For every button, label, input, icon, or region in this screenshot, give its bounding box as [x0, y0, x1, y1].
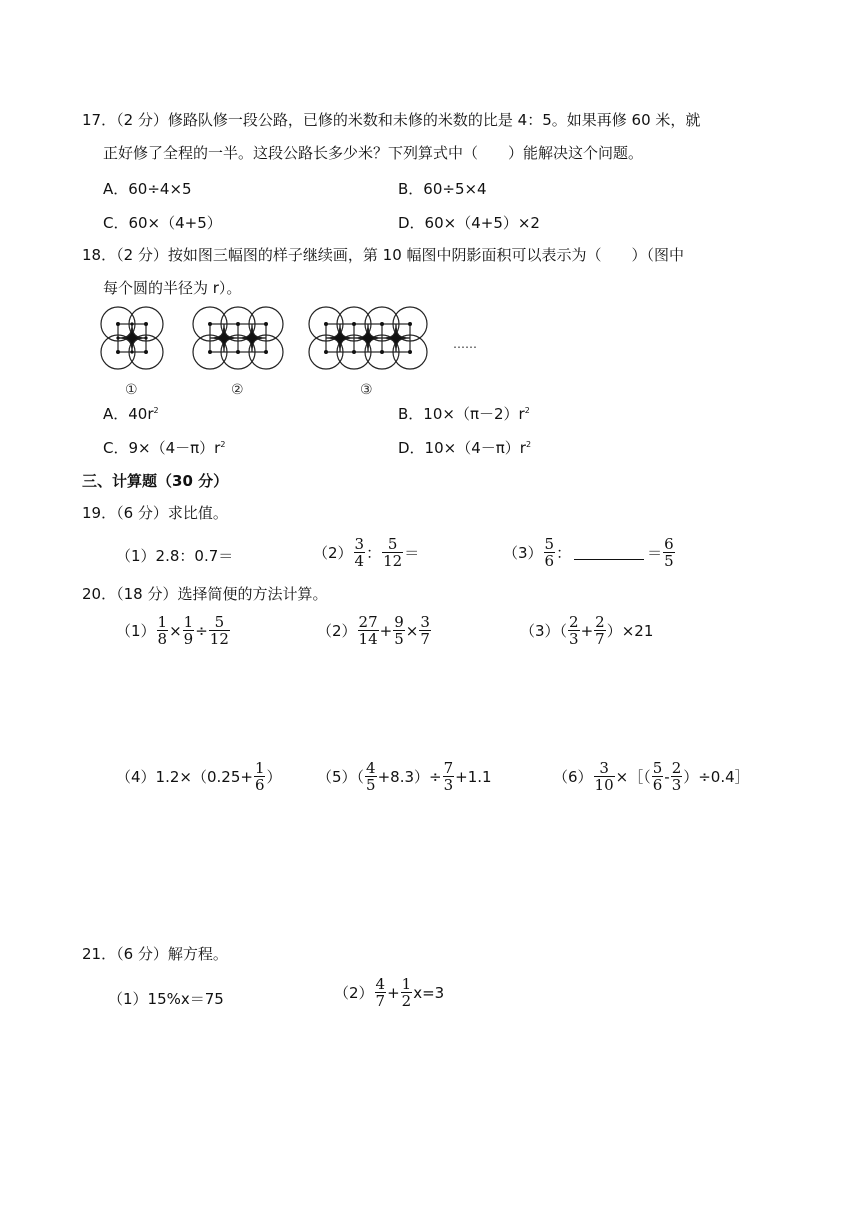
- q18-option-a[interactable]: A．$40r^2$: [103, 405, 159, 423]
- exponent: 2: [525, 440, 532, 449]
- q20-part5: （5）（ $\frac{4}{5}$ +8.3）÷ $\frac{7}{3}$ +1.1: [317, 759, 492, 794]
- q20-part1: （1） $\frac{1}{8}$ × $\frac{1}{9}$ ÷ $\frac{5}{12}$: [116, 613, 229, 648]
- q21-part1: （1）15%x＝75: [108, 989, 224, 1008]
- q18-option-b[interactable]: B．$10\times(\pi-2)r^2$: [398, 405, 530, 423]
- fraction: $\frac{5}{6}$: [544, 535, 555, 570]
- answer-blank[interactable]: [574, 545, 644, 560]
- q20-part2: （2） $\frac{27}{14}$ + $\frac{9}{5}$ × $\frac{3}{7}$: [317, 613, 430, 648]
- q21-title: 21．（6 分）解方程。: [82, 945, 228, 963]
- exponent: 2: [153, 406, 159, 415]
- figure-label-1: ①: [125, 382, 138, 398]
- q17-option-c[interactable]: C．60×（4+5）: [103, 214, 222, 232]
- fraction: $\frac{3}{4}$: [354, 535, 365, 570]
- q17-option-d[interactable]: D．60×（4+5）×2: [398, 214, 540, 232]
- q19-title: 19．（6 分）求比值。: [82, 504, 228, 522]
- q20-part6: （6） $\frac{3}{10}$ ×［（ $\frac{5}{6}$ - $\frac{2}{3}$ ）÷0.4］: [553, 759, 750, 794]
- q18-figure: [98, 302, 483, 400]
- q20-part4: （4）1.2×（0.25+ $\frac{1}{6}$ ）: [116, 759, 282, 794]
- q20-part3: （3）（ $\frac{2}{3}$ + $\frac{2}{7}$ ）×21: [520, 613, 654, 648]
- figure-1: [101, 307, 163, 369]
- q19-part2: （2） $\frac{3}{4}$ ： $\frac{5}{12}$ ＝: [313, 535, 420, 570]
- q17-option-a[interactable]: A．60÷4×5: [103, 180, 192, 198]
- fraction: $\frac{6}{5}$: [664, 535, 674, 570]
- q19-part1: （1）2.8：0.7＝: [116, 546, 234, 565]
- figure-ellipsis: ……: [453, 337, 477, 351]
- q18-line1: 18．（2 分）按如图三幅图的样子继续画，第 10 幅图中阴影面积可以表示为（ ）（图中: [82, 246, 685, 264]
- fraction: $\frac{5}{12}$: [383, 535, 403, 570]
- q18-option-d[interactable]: D．$10\times(4-\pi)r^2$: [398, 439, 532, 457]
- section-title: 三、计算题（30 分）: [82, 472, 229, 490]
- q21-part2: （2） $\frac{4}{7}$ + $\frac{1}{2}$ x=3: [334, 975, 445, 1010]
- figure-3: [309, 307, 427, 369]
- figure-label-2: ②: [231, 382, 244, 398]
- q18-line2: 每个圆的半径为 r）。: [103, 279, 242, 297]
- q18-option-c[interactable]: C．$9\times(4-\pi)r^2$: [103, 439, 226, 457]
- q17-line2: 正好修了全程的一半。这段公路长多少米？下列算式中（ ）能解决这个问题。: [103, 144, 644, 162]
- q17-line1: 17．（2 分）修路队修一段公路，已修的米数和未修的米数的比是 4：5。如果再修 60 米，就: [82, 111, 701, 129]
- figure-label-3: ③: [360, 382, 373, 398]
- q20-title: 20．（18 分）选择简便的方法计算。: [82, 585, 328, 603]
- exponent: 2: [524, 406, 530, 415]
- figure-2: [193, 307, 283, 369]
- exponent: 2: [220, 440, 226, 449]
- q19-part3: （3） $\frac{5}{6}$ ： ＝ $\frac{6}{5}$: [503, 535, 674, 570]
- q17-option-b[interactable]: B．60÷5×4: [398, 180, 487, 198]
